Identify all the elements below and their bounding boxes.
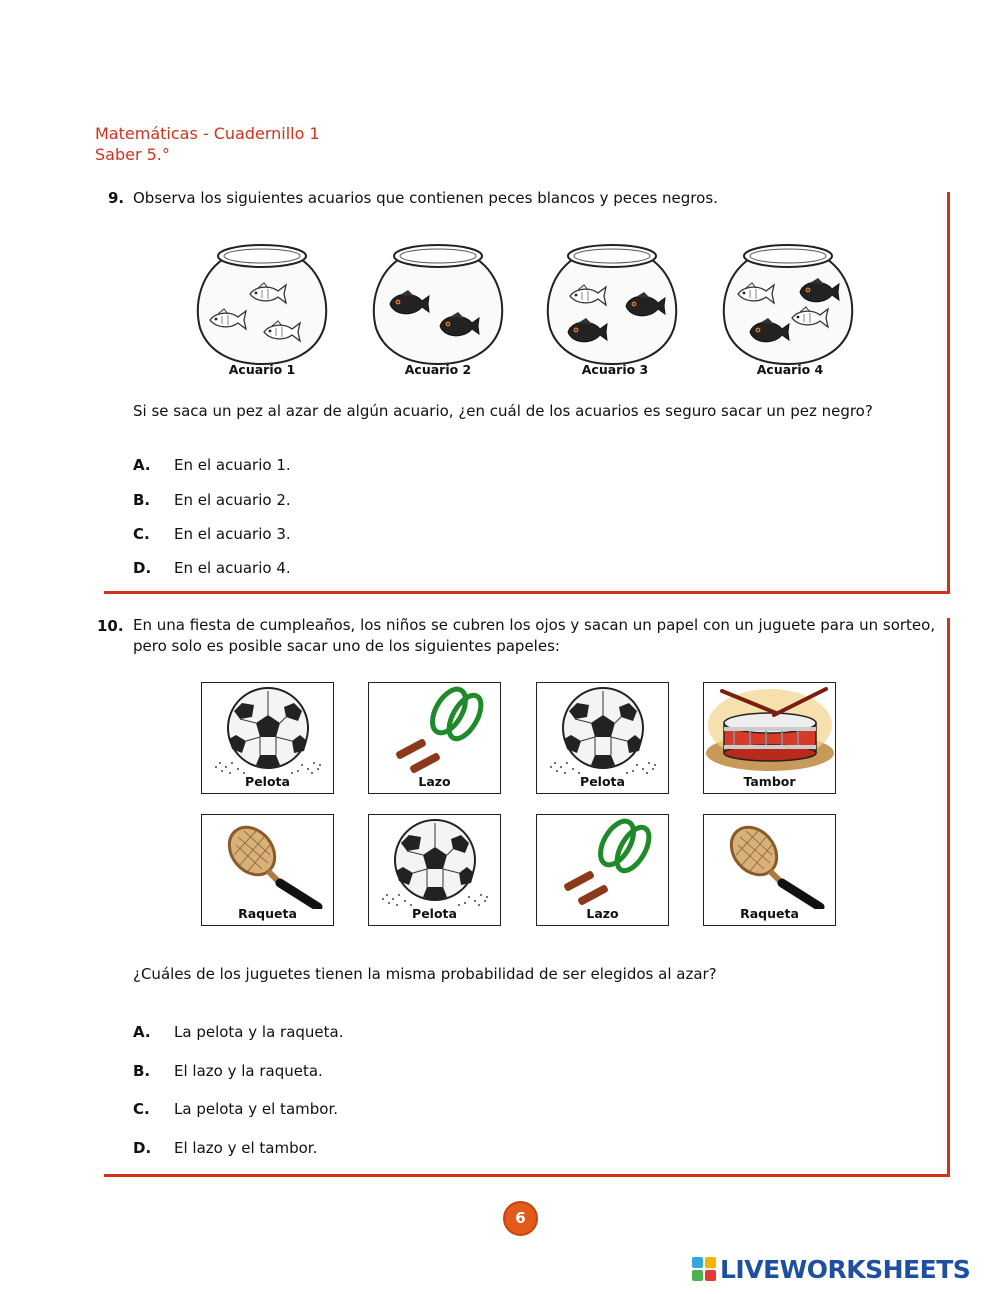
aquarium-3-bowl (542, 242, 682, 366)
q9-option-c-letter[interactable]: C. (133, 525, 150, 543)
toy-card-tambor (703, 682, 836, 794)
aquarium-3-label: Acuario 3 (581, 362, 649, 377)
liveworksheets-logo-icon (692, 1257, 716, 1281)
soccer-ball-icon (369, 815, 502, 909)
toy-card-raqueta (703, 814, 836, 926)
aquarium-1-bowl (192, 242, 332, 366)
q9-option-b-letter[interactable]: B. (133, 491, 151, 509)
aquarium-2-bowl (368, 242, 508, 366)
toy-card-lazo (368, 682, 501, 794)
toy-card-lazo (536, 814, 669, 926)
toy-card-pelota (201, 682, 334, 794)
aquarium-2-label: Acuario 2 (404, 362, 472, 377)
document-header (95, 123, 320, 165)
toy-card-label: Pelota (412, 906, 457, 921)
question-10-prompt-line-2: pero solo es posible sacar uno de los siguientes papeles: (133, 637, 560, 655)
toy-card-label: Tambor (743, 774, 796, 789)
toy-card-label: Pelota (245, 774, 290, 789)
drum-icon (704, 683, 837, 777)
q10-option-a-text[interactable]: La pelota y la raqueta. (174, 1023, 344, 1041)
soccer-ball-icon (537, 683, 670, 777)
toy-card-label: Lazo (418, 774, 451, 789)
aquarium-4-bowl (718, 242, 858, 366)
header-subject: Matemáticas - Cuadernillo 1 (95, 124, 320, 143)
q10-option-c-text[interactable]: La pelota y el tambor. (174, 1100, 339, 1118)
toy-card-raqueta (201, 814, 334, 926)
brand-name: LIVEWORKSHEETS (720, 1254, 971, 1284)
toy-card-pelota (368, 814, 501, 926)
question-9-question: Si se saca un pez al azar de algún acuario, ¿en cuál de los acuarios es seguro sacar un pez negro? (133, 402, 873, 420)
q10-option-c-letter[interactable]: C. (133, 1100, 150, 1118)
toy-card-pelota (536, 682, 669, 794)
question-10-prompt-line-1: En una fiesta de cumpleaños, los niños se cubren los ojos y sacan un papel con un juguete para un sorteo, (133, 616, 936, 634)
toy-card-label: Lazo (586, 906, 619, 921)
q10-option-b-letter[interactable]: B. (133, 1062, 151, 1080)
q10-option-d-letter[interactable]: D. (133, 1139, 152, 1157)
q9-option-d-text[interactable]: En el acuario 4. (174, 559, 291, 577)
q9-option-d-letter[interactable]: D. (133, 559, 152, 577)
racket-icon (202, 815, 335, 909)
question-10-question: ¿Cuáles de los juguetes tienen la misma probabilidad de ser elegidos al azar? (133, 965, 717, 983)
q9-option-c-text[interactable]: En el acuario 3. (174, 525, 291, 543)
q10-option-b-text[interactable]: El lazo y la raqueta. (174, 1062, 323, 1080)
toy-card-label: Raqueta (238, 906, 297, 921)
q10-option-a-letter[interactable]: A. (133, 1023, 151, 1041)
racket-icon (704, 815, 837, 909)
question-10-number: 10. (97, 617, 124, 635)
header-grade: Saber 5.° (95, 145, 170, 164)
toy-card-label: Pelota (580, 774, 625, 789)
aquarium-1-label: Acuario 1 (228, 362, 296, 377)
question-9-number: 9. (108, 189, 125, 207)
q9-option-a-text[interactable]: En el acuario 1. (174, 456, 291, 474)
jump-rope-icon (369, 683, 502, 777)
q10-option-d-text[interactable]: El lazo y el tambor. (174, 1139, 318, 1157)
soccer-ball-icon (202, 683, 335, 777)
aquarium-4-label: Acuario 4 (756, 362, 824, 377)
question-9-prompt: Observa los siguientes acuarios que contienen peces blancos y peces negros. (133, 189, 718, 207)
liveworksheets-brand (692, 1253, 970, 1285)
toy-card-label: Raqueta (740, 906, 799, 921)
jump-rope-icon (537, 815, 670, 909)
page-number-badge: 6 (503, 1201, 538, 1236)
q9-option-a-letter[interactable]: A. (133, 456, 151, 474)
q9-option-b-text[interactable]: En el acuario 2. (174, 491, 291, 509)
